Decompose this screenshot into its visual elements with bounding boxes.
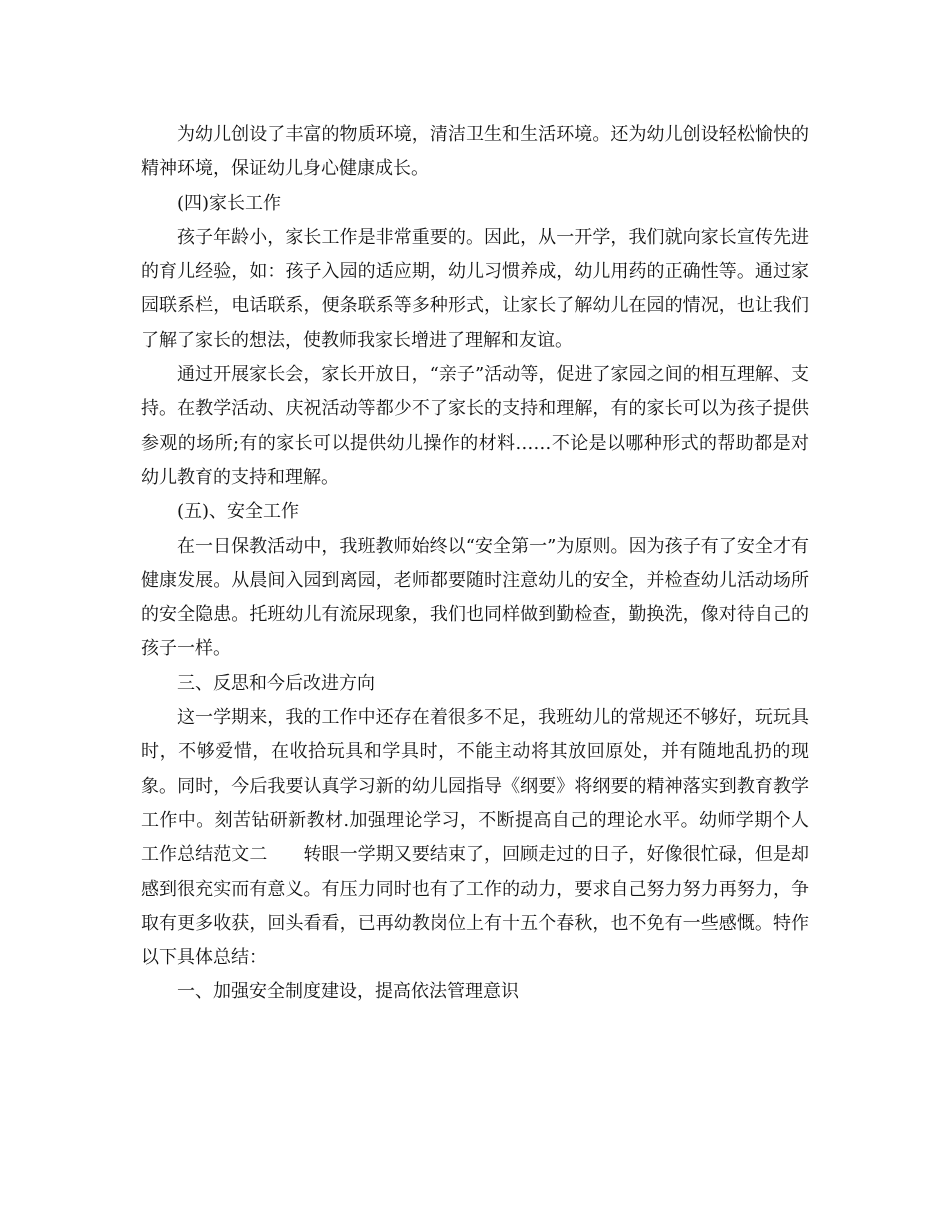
section-heading-parents-work: (四)家长工作 <box>177 192 282 214</box>
paragraph-parents-activities: 通过开展家长会，家长开放日，“亲子”活动等，促进了家园之间的相互理解、支持。在教学活动、庆祝活动等都少不了家长的支持和理解，有的家长可以为孩子提供参观的场所;有的家长可以提供幼儿操作的材料……不论是以哪种形式的帮助都是对幼儿教育的支持和理解。 <box>141 364 809 488</box>
document-body <box>141 118 809 1010</box>
paragraph-reflection: 这一学期来，我的工作中还存在着很多不足，我班幼儿的常规还不够好，玩玩具时，不够爱惜，在收拾玩具和学具时，不能主动将其放回原处，并有随地乱扔的现象。同时，今后我要认真学习新的幼儿园指导《纲要》将纲要的精神落实到教育教学工作中。刻苦钻研新教材.加强理论学习，不断提高自己的理论水平。幼师学期个人工作总结范文二 转眼一学期又要结束了，回顾走过的日子，好像很忙碌，但是却感到很充实而有意义。有压力同时也有了工作的动力，要求自己努力努力再努力，争取有更多收获，回头看看，已再幼教岗位上有十五个春秋，也不免有一些感慨。特作以下具体总结： <box>141 707 809 969</box>
paragraph-parents-work: 孩子年龄小，家长工作是非常重要的。因此，从一开学，我们就向家长宣传先进的育儿经验，如：孩子入园的适应期，幼儿习惯养成，幼儿用药的正确性等。通过家园联系栏，电话联系，便条联系等多种形式，让家长了解幼儿在园的情况，也让我们了解了家长的想法，使教师我家长增进了理解和友谊。 <box>141 226 809 351</box>
section-heading-safety-system: 一、加强安全制度建设，提高依法管理意识 <box>177 981 519 1003</box>
paragraph-environment: 为幼儿创设了丰富的物质环境，清洁卫生和生活环境。还为幼儿创设轻松愉快的精神环境，保证幼儿身心健康成长。 <box>141 124 809 180</box>
paragraph-safety-work: 在一日保教活动中，我班教师始终以“安全第一”为原则。因为孩子有了安全才有健康发展。从晨间入园到离园，老师都要随时注意幼儿的安全，并检查幼儿活动场所的安全隐患。托班幼儿有流尿现象，我们也同样做到勤检查，勤换洗，像对待自己的孩子一样。 <box>141 535 809 660</box>
section-heading-safety-work: (五)、安全工作 <box>177 501 300 523</box>
section-heading-reflection: 三、反思和今后改进方向 <box>177 672 375 694</box>
